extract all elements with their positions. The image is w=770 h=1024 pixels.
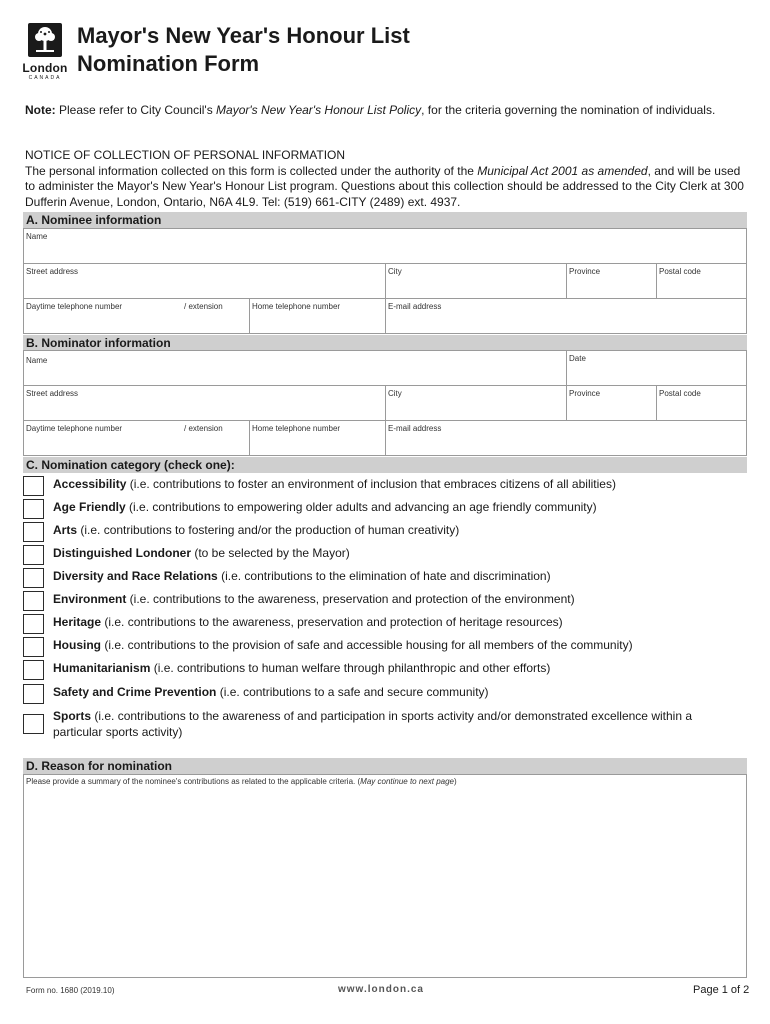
- nominator-street-label: Street address: [26, 389, 79, 398]
- category-name: Housing: [53, 638, 101, 652]
- nominee-street-field[interactable]: [23, 263, 386, 299]
- category-name: Sports: [53, 709, 92, 723]
- page-title: [77, 22, 410, 78]
- checkbox-diversity[interactable]: [23, 568, 44, 588]
- notice-heading: NOTICE OF COLLECTION OF PERSONAL INFORMATION: [25, 148, 346, 162]
- nominee-postal-label: Postal code: [659, 267, 701, 276]
- category-name: Environment: [53, 592, 127, 606]
- category-name: Heritage: [53, 615, 102, 629]
- nominator-name-field[interactable]: [23, 350, 567, 386]
- nominator-home-phone-field[interactable]: [249, 420, 386, 456]
- category-desc: (i.e. contributions to the awareness, preservation and protection of heritage resources): [101, 615, 563, 629]
- privacy-notice: [25, 148, 747, 210]
- category-desc: (i.e. contributions to foster an environment of inclusion that embraces citizens of all abilities): [126, 477, 616, 491]
- notice-pre: The personal information collected on this form is collected under the authority of the: [25, 163, 478, 178]
- note-label: Note:: [25, 103, 56, 117]
- category-label: [53, 545, 743, 561]
- nominee-postal-field[interactable]: [656, 263, 747, 299]
- nominator-email-field[interactable]: [385, 420, 747, 456]
- section-b-header: B. Nominator information: [23, 335, 747, 351]
- title-line-2: Nomination Form: [77, 51, 260, 76]
- category-label: [53, 708, 743, 740]
- nominator-day-phone-label: Daytime telephone number: [26, 424, 123, 433]
- nominee-name-label: Name: [26, 232, 48, 241]
- notice-post: , and will be used to administer the Mayor's New Year's Honour List program. Questions about this collection should be addressed to the City Clerk at 300 Dufferin Avenue, London, Ontario, N6A 4L9. Tel: (519) 661-CITY (2489) ext. 4937.: [25, 163, 744, 209]
- category-desc: (i.e. contributions to human welfare through philanthropic and other efforts): [150, 661, 551, 675]
- nominator-city-field[interactable]: [385, 385, 567, 421]
- nominator-date-field[interactable]: [566, 350, 747, 386]
- checkbox-heritage[interactable]: [23, 614, 44, 634]
- nominee-name-field[interactable]: [23, 228, 747, 264]
- note-pre: Please refer to City Council's: [55, 103, 217, 117]
- category-label: [53, 522, 743, 538]
- category-name: Accessibility: [53, 477, 127, 491]
- category-desc: (i.e. contributions to the awareness of and participation in sports activity and/or demonstrated excellence within a particular sports activity): [53, 709, 693, 739]
- category-desc: (i.e. contributions to the provision of safe and accessible housing for all members of the community): [101, 638, 633, 652]
- nominee-province-label: Province: [569, 267, 601, 276]
- checkbox-age-friendly[interactable]: [23, 499, 44, 519]
- nominee-day-phone-field[interactable]: [23, 298, 250, 334]
- category-label: [53, 684, 743, 700]
- category-label: [53, 499, 743, 515]
- category-label: [53, 614, 743, 630]
- nominator-province-label: Province: [569, 389, 601, 398]
- nominee-day-phone-label: Daytime telephone number: [26, 302, 123, 311]
- policy-link-text: Mayor's New Year's Honour List Policy: [216, 103, 422, 117]
- title-line-1: Mayor's New Year's Honour List: [77, 23, 410, 48]
- category-label: [53, 476, 743, 492]
- nominator-city-label: City: [388, 389, 402, 398]
- category-label: [53, 637, 743, 653]
- category-desc: (i.e. contributions to a safe and secure community): [216, 685, 489, 699]
- checkbox-safety[interactable]: [23, 684, 44, 704]
- nominator-street-field[interactable]: [23, 385, 386, 421]
- form-number: Form no. 1680 (2019.10): [26, 986, 115, 995]
- section-d-header: D. Reason for nomination: [23, 758, 747, 774]
- tree-icon: [28, 23, 62, 57]
- checkbox-arts[interactable]: [23, 522, 44, 542]
- nominator-province-field[interactable]: [566, 385, 657, 421]
- nominee-city-label: City: [388, 267, 402, 276]
- nominee-home-phone-label: Home telephone number: [252, 302, 341, 311]
- category-desc: (to be selected by the Mayor): [191, 546, 350, 560]
- nominator-day-phone-field[interactable]: [23, 420, 250, 456]
- category-label: [53, 591, 743, 607]
- checkbox-environment[interactable]: [23, 591, 44, 611]
- logo-country: CANADA: [28, 75, 62, 81]
- nominator-email-label: E-mail address: [388, 424, 442, 433]
- nominator-postal-field[interactable]: [656, 385, 747, 421]
- note-post: , for the criteria governing the nomination of individuals.: [421, 103, 716, 117]
- website-url: www.london.ca: [338, 984, 424, 995]
- category-desc: (i.e. contributions to fostering and/or the production of human creativity): [77, 523, 460, 537]
- section-c-header: C. Nomination category (check one):: [23, 457, 747, 473]
- nominee-email-label: E-mail address: [388, 302, 442, 311]
- reason-prompt-text: Please provide a summary of the nominee's contributions as related to the applicable criteria. (: [26, 777, 361, 786]
- reason-prompt-italic: May continue to next page: [360, 777, 454, 786]
- logo-word: London: [22, 61, 68, 75]
- category-desc: (i.e. contributions to the awareness, preservation and protection of the environment): [126, 592, 575, 606]
- nominee-home-phone-field[interactable]: [249, 298, 386, 334]
- category-name: Arts: [53, 523, 78, 537]
- nominee-extension-label: / extension: [184, 302, 223, 311]
- checkbox-distinguished-londoner[interactable]: [23, 545, 44, 565]
- nominee-street-label: Street address: [26, 267, 79, 276]
- category-name: Age Friendly: [53, 500, 126, 514]
- checkbox-accessibility[interactable]: [23, 476, 44, 496]
- nominator-postal-label: Postal code: [659, 389, 701, 398]
- reason-prompt: [26, 777, 457, 786]
- reason-prompt-end: ): [454, 777, 457, 786]
- category-name: Safety and Crime Prevention: [53, 685, 217, 699]
- nominator-name-label: Name: [26, 356, 48, 365]
- checkbox-humanitarianism[interactable]: [23, 660, 44, 680]
- city-logo: [21, 23, 69, 85]
- checkbox-sports[interactable]: [23, 714, 44, 734]
- nominee-email-field[interactable]: [385, 298, 747, 334]
- category-name: Diversity and Race Relations: [53, 569, 218, 583]
- category-label: [53, 660, 743, 676]
- reason-textarea[interactable]: [23, 774, 747, 978]
- category-label: [53, 568, 743, 584]
- nominator-home-phone-label: Home telephone number: [252, 424, 341, 433]
- nominee-province-field[interactable]: [566, 263, 657, 299]
- section-a-header: A. Nominee information: [23, 212, 747, 228]
- page-number: Page 1 of 2: [693, 984, 750, 996]
- category-name: Humanitarianism: [53, 661, 151, 675]
- nominee-city-field[interactable]: [385, 263, 567, 299]
- nominator-date-label: Date: [569, 354, 586, 363]
- notice-act: Municipal Act 2001 as amended: [477, 163, 648, 178]
- checkbox-housing[interactable]: [23, 637, 44, 657]
- category-name: Distinguished Londoner: [53, 546, 191, 560]
- category-desc: (i.e. contributions to the elimination of hate and discrimination): [217, 569, 551, 583]
- category-desc: (i.e. contributions to empowering older adults and advancing an age friendly community): [125, 500, 597, 514]
- policy-note: [25, 102, 745, 118]
- nominator-extension-label: / extension: [184, 424, 223, 433]
